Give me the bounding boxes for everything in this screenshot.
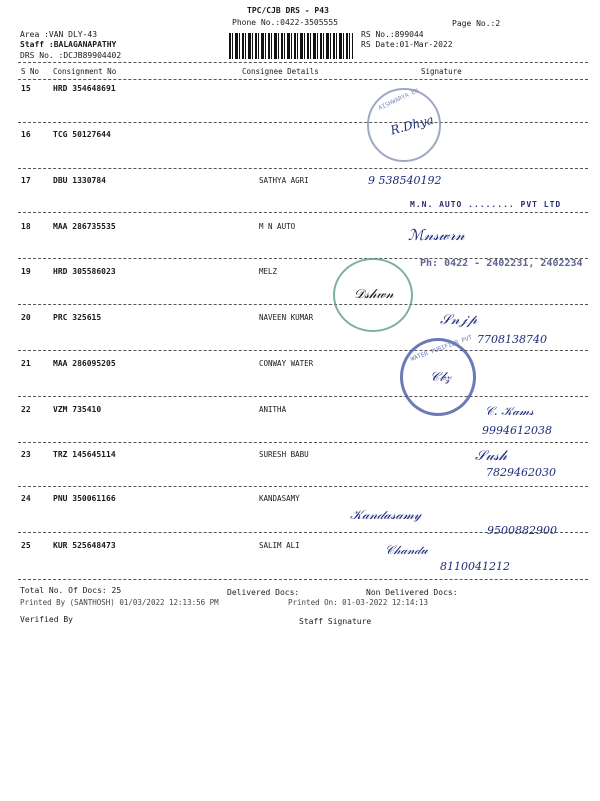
signature-r18: ℳ𝓃𝓈𝓌𝓇𝓃	[408, 226, 465, 244]
rs-number: RS No.:899044	[361, 30, 424, 39]
phone-r23: 7829462030	[486, 466, 556, 479]
page-number: Page No.:2	[452, 19, 501, 28]
row-divider	[18, 122, 588, 123]
row-consignment: KUR 525648473	[53, 541, 116, 550]
divider	[18, 79, 588, 80]
row-consignment: DBU 1330784	[53, 176, 106, 185]
row-consignee: NAVEEN KUMAR	[259, 313, 314, 322]
row-sno: 22	[21, 405, 31, 414]
row-consignment: PNU 350061166	[53, 494, 116, 503]
row-divider	[18, 168, 588, 169]
row-divider	[18, 442, 588, 443]
row-consignment: MAA 286095205	[53, 359, 116, 368]
row-consignment: PRC 325615	[53, 313, 102, 322]
signature-r23: 𝒮𝓊𝓈𝒽	[475, 448, 507, 464]
signature-r16: R.Dhya	[388, 112, 436, 138]
row-divider	[18, 212, 588, 213]
barcode-image	[229, 33, 353, 59]
row-consignee: CONWAY WATER	[259, 359, 314, 368]
row-consignee: MELZ	[259, 267, 278, 276]
row-divider	[18, 396, 588, 397]
drs-number: DRS No. :DCJB89904402	[20, 51, 122, 60]
row-sno: 19	[21, 267, 31, 276]
non-delivered-docs: Non Delivered Docs:	[366, 588, 458, 597]
area-label: Area :VAN DLY-43	[20, 30, 98, 39]
row-sno: 16	[21, 130, 31, 139]
divider	[18, 62, 588, 63]
mn-auto-stamp: M.N. AUTO ........ PVT LTD	[410, 200, 562, 209]
signature-r24: 𝒦𝒶𝓃𝒹𝒶𝓈𝒶𝓂𝓎	[350, 508, 422, 523]
row-sno: 24	[21, 494, 31, 503]
row-consignee: ANITHA	[259, 405, 287, 414]
row-sno: 21	[21, 359, 31, 368]
phone-r22: 9994612038	[482, 424, 552, 437]
row-consignment: MAA 286735535	[53, 222, 116, 231]
phone-number: Phone No.:0422-3505555	[232, 18, 338, 27]
total-docs: Total No. Of Docs: 25	[20, 586, 122, 595]
col-consignee: Consignee Details	[242, 67, 319, 76]
row-divider	[18, 304, 588, 305]
signature-r20: 𝒮𝓃𝒿𝓅	[440, 312, 478, 328]
row-consignee: M N AUTO	[259, 222, 296, 231]
delivered-docs: Delivered Docs:	[227, 588, 300, 597]
staff-label: Staff :BALAGANAPATHY	[20, 40, 117, 49]
row-divider	[18, 579, 588, 580]
row-consignee: SURESH BABU	[259, 450, 309, 459]
col-signature: Signature	[421, 67, 462, 76]
row-divider	[18, 350, 588, 351]
printed-by: Printed By (SANTHOSH) 01/03/2022 12:13:56 PM	[20, 598, 219, 607]
row-sno: 23	[21, 450, 31, 459]
row-consignee: KANDASAMY	[259, 494, 300, 503]
col-consignment: Consignment No	[53, 67, 117, 76]
rs-date: RS Date:01-Mar-2022	[361, 40, 453, 49]
signature-r19: 𝒟𝓈𝒽𝓌𝓃	[354, 287, 394, 302]
row-sno: 20	[21, 313, 31, 322]
row-consignment: HRD 354648691	[53, 84, 116, 93]
row-consignment: HRD 305586023	[53, 267, 116, 276]
phone-r24: 9500882900	[487, 524, 557, 537]
row-consignment: VZM 735410	[53, 405, 102, 414]
verified-by: Verified By	[20, 615, 73, 624]
phone-r20: 7708138740	[477, 333, 547, 346]
phone-stamp-r19: Ph: 0422 - 2402231, 2402234	[420, 258, 583, 269]
row-sno: 18	[21, 222, 31, 231]
row-consignee: SATHYA AGRI	[259, 176, 309, 185]
signature-r22: 𝒞. 𝒦𝒶𝓂𝓈	[485, 404, 534, 418]
row-consignment: TRZ 145645114	[53, 450, 116, 459]
phone-r25: 8110041212	[440, 560, 510, 573]
document-title: TPC/CJB DRS - P43	[247, 6, 329, 15]
printed-on: Printed On: 01-03-2022 12:14:13	[288, 598, 428, 607]
col-sno: S No	[21, 67, 40, 76]
row-sno: 15	[21, 84, 31, 93]
signature-r17: 9 538540192	[368, 174, 442, 187]
conway-stamp: WATER PURIFIER PVT	[400, 338, 476, 416]
aishwarya-stamp: AISHWARYA EN	[367, 88, 441, 162]
signature-r21: 𝒞𝒷𝓏	[430, 370, 452, 385]
staff-signature: Staff Signature	[299, 617, 372, 626]
row-consignee: SALIM ALI	[259, 541, 300, 550]
row-sno: 25	[21, 541, 31, 550]
row-sno: 17	[21, 176, 31, 185]
row-consignment: TCG 50127644	[53, 130, 111, 139]
signature-r25: 𝒞𝒽𝒶𝓃𝒹𝓊	[385, 543, 428, 557]
row-divider	[18, 486, 588, 487]
